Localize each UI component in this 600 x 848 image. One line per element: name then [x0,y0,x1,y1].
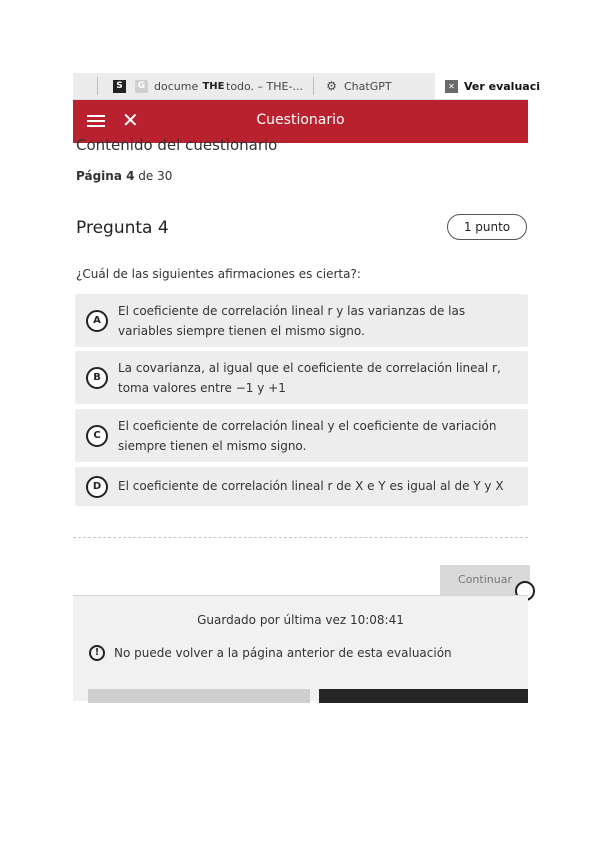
tab-label: ChatGPT [344,79,392,93]
option-letter-d: D [86,476,108,498]
close-icon[interactable]: ✕ [122,108,139,132]
g-favicon-icon: G [135,80,148,93]
browser-tab-ver-evaluacion[interactable] [435,73,540,99]
chatgpt-icon: ⚙ [326,79,337,93]
browser-tab-s[interactable] [113,73,133,99]
page-indicator [76,169,172,183]
browser-tab-chatgpt[interactable] [325,73,425,99]
option-text-c: El coeficiente de correlación lineal y el coeficiente de variación siempre tienen el mismo signo. [118,419,497,453]
tab-separator [97,77,98,95]
page-title: Cuestionario [256,112,345,128]
browser-tab-docume[interactable] [135,73,207,99]
s-favicon-icon: S [113,80,126,93]
option-letter-a: A [86,310,108,332]
points-badge: 1 punto [447,214,527,240]
the-favicon-icon: THE [202,80,225,92]
option-text-b: La covarianza, al igual que el coeficiente de correlación lineal r, toma valores entre −1 y +1 [118,361,501,395]
continue-button[interactable]: Continuar [440,565,530,595]
tab-label: docume [154,79,199,93]
last-saved-text: Guardado por última vez 10:08:41 [197,613,404,627]
previous-button[interactable] [88,689,310,703]
option-text-d: El coeficiente de correlación lineal r de X e Y es igual al de Y y X [118,479,504,493]
navigation-warning [89,645,452,661]
content-heading: Contenido del cuestionario [76,136,278,154]
next-button[interactable] [319,689,528,703]
tab-separator [313,77,314,95]
section-divider [73,537,528,538]
page-total: de 30 [138,169,173,183]
option-letter-c: C [86,425,108,447]
screenshot-frame [73,73,540,700]
warning-text: No puede volver a la página anterior de esta evaluación [114,646,452,660]
page-number: Página 4 [76,169,135,183]
save-status-footer [73,595,528,701]
browser-tab-todo[interactable] [202,73,311,99]
close-favicon-icon: ✕ [445,80,458,93]
answer-option-b[interactable] [75,351,528,404]
tab-label: todo. – THE-... [226,79,303,93]
option-letter-b: B [86,367,108,389]
question-prompt: ¿Cuál de las siguientes afirmaciones es cierta?: [76,267,361,281]
answer-option-d[interactable] [75,467,528,506]
option-text-a: El coeficiente de correlación lineal r y las varianzas de las variables siempre tienen el mismo signo. [118,304,466,338]
answer-option-c[interactable] [75,409,528,462]
tab-label: Ver evaluaci [464,79,540,93]
question-title: Pregunta 4 [76,218,169,238]
warning-icon: ! [89,645,105,661]
answer-option-a[interactable] [75,294,528,347]
browser-tab-strip [73,73,540,100]
